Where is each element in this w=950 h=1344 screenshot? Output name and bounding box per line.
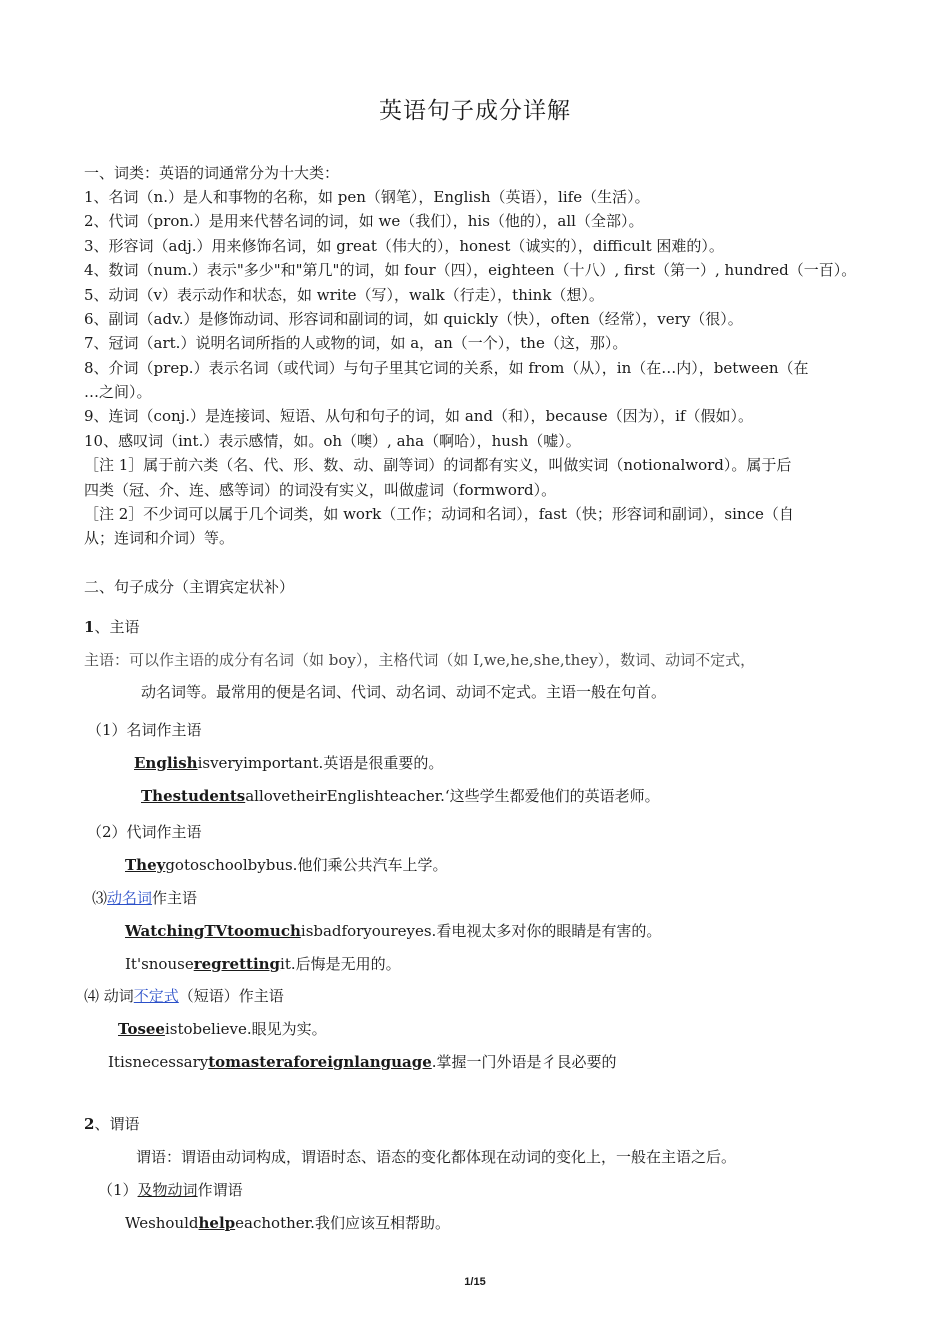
subheading-noun-subject: （1）名词作主语 [87,721,202,739]
page-number: 1/15 [464,1276,486,1288]
list-item: 4、数词（num.）表示"多少"和"第几"的词，如 four（四），eighteen（十八）, first（第一）, hundred（一百）。 [84,261,857,279]
subheading-pronoun-subject: （2）代词作主语 [87,823,202,841]
subject-definition-cont: 动名词等。最常用的便是名词、代词、动名词、动词不定式。主语一般在句首。 [141,683,667,701]
predicate-heading: 2、谓语 [84,1115,140,1133]
note-line: ［注 2］不少词可以属于几个词类，如 work（工作；动词和名词），fast（快；形容词和副词），since（自 [84,505,794,523]
list-item: 8、介词（prep.）表示名词（或代词）与句子里其它词的关系，如 from（从），in（在…内），between（在 [84,359,809,377]
list-item: 5、动词（v）表示动作和状态，如 write（写），walk（行走），think（想）。 [84,286,604,304]
list-item: 10、感叹词（int.）表示感情，如。oh（噢）, aha（啊哈），hush（嘘）。 [84,432,581,450]
note-line: 从；连词和介词）等。 [84,529,235,547]
section2-heading: 二、句子成分（主谓宾定状补） [84,578,295,596]
subheading-transitive-verb: （1）及物动词作谓语 [98,1181,243,1199]
subheading-gerund-subject: ⑶动名词作主语 [92,889,198,907]
infinitive-link[interactable]: 不定式 [133,987,179,1005]
example-sentence: Theygotoschoolbybus.他们乘公共汽车上学。 [125,856,448,874]
example-sentence: It'snouseregrettingit.后悔是无用的。 [125,955,401,973]
note-line: 四类（冠、介、连、感等词）的词没有实义，叫做虚词（formword）。 [84,481,557,499]
list-item: …之间）。 [84,383,152,401]
example-sentence: ThestudentsallovetheirEnglishteacher.‘这些学生都爱他们的英语老师。 [141,787,660,805]
list-item: 7、冠词（art.）说明名词所指的人或物的词，如 a，an（一个），the（这，那）。 [84,334,628,352]
gerund-link[interactable]: 动名词 [107,889,153,907]
list-item: 1、名词（n.）是人和事物的名称，如 pen（钢笔），English（英语），life（生活）。 [84,188,650,206]
example-sentence: Englishisveryimportant.英语是很重要的。 [134,754,444,772]
list-item: 6、副词（adv.）是修饰动词、形容词和副词的词，如 quickly（快），often（经常），very（很）。 [84,310,743,328]
example-sentence: Toseeistobelieve.眼见为实。 [118,1020,327,1038]
list-item: 9、连词（conj.）是连接词、短语、从句和句子的词，如 and（和），because（因为），if（假如）。 [84,407,753,425]
section1-heading: 一、词类：英语的词通常分为十大类： [84,164,340,182]
example-sentence: Itisnecessarytomasteraforeignlanguage.掌握一门外语是彳艮必要的 [108,1053,617,1071]
note-line: ［注 1］属于前六类（名、代、形、数、动、副等词）的词都有实义，叫做实词（notionalword）。属于后 [84,456,792,474]
subject-definition: 主语：可以作主语的成分有名词（如 boy），主格代词（如 I,we,he,she,they），数词、动词不定式， [84,651,756,669]
example-sentence: WatchingTVtoomuchisbadforyoureyes.看电视太多对你的眼睛是有害的。 [125,922,662,940]
subject-heading: 1、主语 [84,618,140,636]
predicate-definition: 谓语：谓语由动词构成，谓语时态、语态的变化都体现在动词的变化上，一般在主语之后。 [136,1148,737,1166]
document-title: 英语句子成分详解 [379,98,571,124]
list-item: 3、形容词（adj.）用来修饰名词，如 great（伟大的），honest（诚实的），difficult 困难的）。 [84,237,724,255]
subheading-infinitive-subject: ⑷ 动词不定式（短语）作主语 [84,987,284,1005]
example-sentence: Weshouldhelpeachother.我们应该互相帮助。 [125,1214,450,1232]
list-item: 2、代词（pron.）是用来代替名词的词，如 we（我们），his（他的），all（全部）。 [84,212,644,230]
